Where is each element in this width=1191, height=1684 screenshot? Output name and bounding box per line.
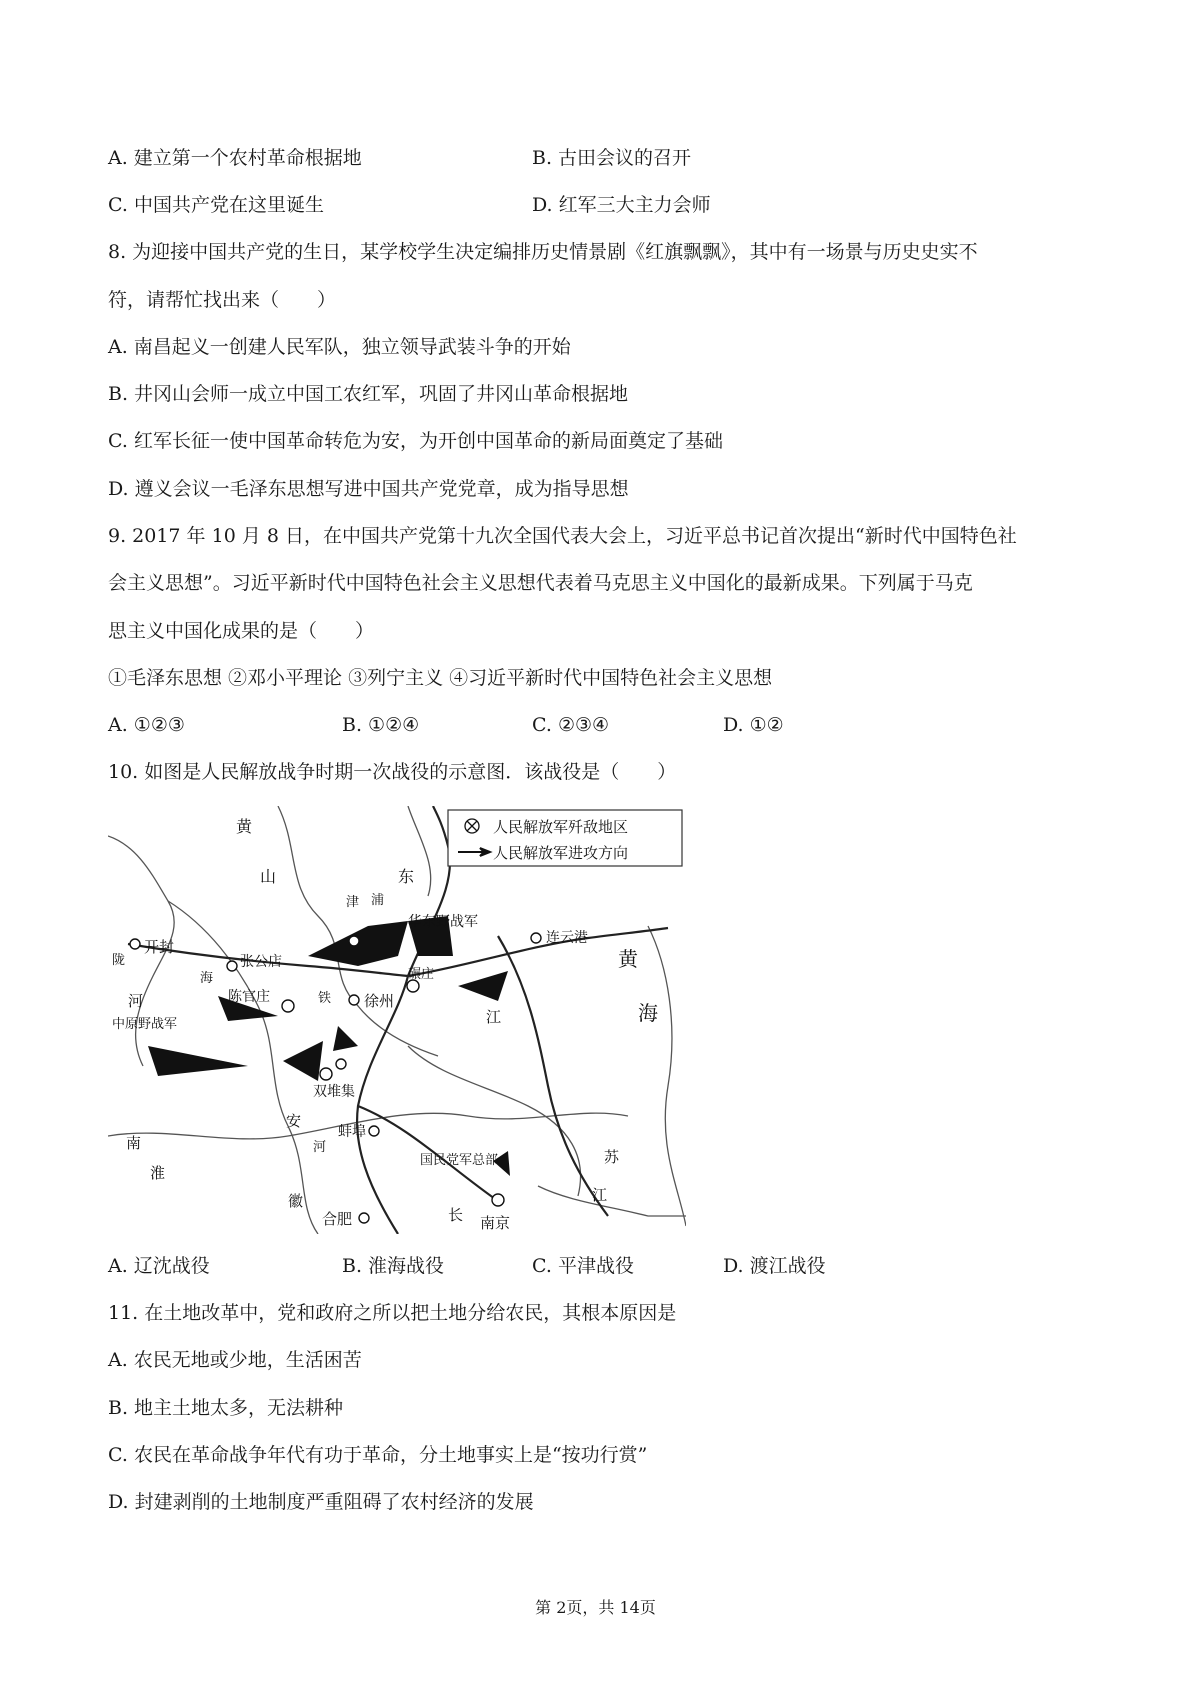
- label-dong: 东: [398, 867, 415, 886]
- city-hefei: [359, 1213, 369, 1223]
- label-jiang-mid: 江: [486, 1008, 502, 1026]
- label-tie: 铁: [318, 991, 332, 1006]
- city-kaifeng: [130, 939, 140, 949]
- q11-option-d: D. 封建剥削的土地制度严重阻碍了农村经济的发展: [108, 1491, 534, 1513]
- q10-option-d: D. 渡江战役: [723, 1255, 826, 1277]
- q8-option-c: C. 红军长征一使中国革命转危为安，为开创中国革命的新局面奠定了基础: [108, 430, 723, 452]
- page-footer: 第 2页，共 14页: [535, 1598, 656, 1617]
- map-legend: [448, 810, 682, 866]
- city-nanjing: [492, 1194, 504, 1206]
- q9-stem-line2: 会主义思想”。习近平新时代中国特色社会主义思想代表着马克思主义中国化的最新成果。下列属于马克: [108, 572, 973, 594]
- q9-option-c: C. ②③④: [532, 714, 610, 736]
- label-hai-rail: 海: [200, 971, 214, 986]
- q9-stem-line1: 9. 2017 年 10 月 8 日，在中国共产党第十九次全国代表大会上，习近平总书记首次提出“新时代中国特色社: [108, 525, 1017, 547]
- legend-attack-label: 人民解放军进攻方向: [493, 844, 629, 862]
- label-huai: 淮: [150, 1164, 166, 1182]
- q9-option-d: D. ①②: [723, 714, 784, 736]
- label-shuangduiji: 双堆集: [313, 1084, 355, 1100]
- label-kaifeng: 开封: [144, 938, 175, 956]
- city-lianyungang: [531, 933, 541, 943]
- city-south: [336, 1059, 346, 1069]
- q9-option-b: B. ①②④: [342, 714, 420, 736]
- q10-option-a: A. 辽沈战役: [108, 1255, 210, 1277]
- q7-option-a: A. 建立第一个农村革命根据地: [108, 147, 362, 169]
- label-he2: 河: [313, 1140, 327, 1155]
- label-chang: 长: [448, 1206, 464, 1224]
- q8-option-a: A. 南昌起义一创建人民军队，独立领导武装斗争的开始: [108, 336, 571, 358]
- legend-encircle-label: 人民解放军歼敌地区: [493, 818, 629, 836]
- q7-option-d: D. 红军三大主力会师: [532, 194, 711, 216]
- label-jiang-river: 江: [592, 1186, 608, 1204]
- q8-stem-line1: 8. 为迎接中国共产党的生日，某学校学生决定编排历史情景剧《红旗飘飘》，其中有一场景与历史史实不: [108, 241, 978, 263]
- label-bengbu: 蚌埠: [338, 1124, 366, 1140]
- label-xuzhou: 徐州: [364, 992, 395, 1010]
- q9-items: ①毛泽东思想 ②邓小平理论 ③列宁主义 ④习近平新时代中国特色社会主义思想: [108, 667, 773, 689]
- label-chenguanzhuang: 陈官庄: [228, 989, 270, 1005]
- label-jin: 津: [346, 895, 360, 910]
- label-gmd-hq: 国民党军总部: [420, 1153, 499, 1168]
- label-huanghai-huang: 黄: [618, 947, 638, 971]
- q11-option-b: B. 地主土地太多，无法耕种: [108, 1397, 344, 1419]
- huaihai-battle-map: [108, 806, 686, 1234]
- map-background: [108, 806, 686, 1234]
- q10-stem: 10. 如图是人民解放战争时期一次战役的示意图．该战役是（ ）: [108, 761, 677, 783]
- city-northeast: [349, 936, 359, 946]
- label-an: 安: [286, 1112, 302, 1130]
- q11-option-a: A. 农民无地或少地，生活困苦: [108, 1349, 362, 1371]
- q10-option-b: B. 淮海战役: [342, 1255, 445, 1277]
- label-central-army: 中原野战军: [112, 1017, 178, 1032]
- label-hui: 徽: [288, 1192, 304, 1210]
- q7-option-b: B. 古田会议的召开: [532, 147, 692, 169]
- q8-option-d: D. 遵义会议一毛泽东思想写进中国共产党党章，成为指导思想: [108, 478, 629, 500]
- label-zhanggongdian: 张公店: [240, 954, 282, 970]
- label-pu: 浦: [371, 893, 385, 908]
- label-su: 苏: [604, 1148, 620, 1166]
- city-xuzhou: [349, 995, 359, 1005]
- q7-option-c: C. 中国共产党在这里诞生: [108, 194, 324, 216]
- q9-stem-line3: 思主义中国化成果的是（ ）: [108, 620, 375, 642]
- q10-option-c: C. 平津战役: [532, 1255, 634, 1277]
- city-bengbu: [369, 1126, 379, 1136]
- label-lianyungang: 连云港: [546, 930, 588, 946]
- q11-stem: 11. 在土地改革中，党和政府之所以把土地分给农民，其根本原因是: [108, 1302, 677, 1324]
- label-hefei: 合肥: [322, 1210, 353, 1228]
- label-shan: 山: [260, 867, 277, 886]
- q8-stem-line2: 符，请帮忙找出来（ ）: [108, 289, 337, 311]
- q8-option-b: B. 井冈山会师一成立中国工农红军，巩固了井冈山革命根据地: [108, 383, 629, 405]
- label-nianzhuang: 碾庄: [408, 967, 435, 982]
- label-nanjing: 南京: [480, 1214, 511, 1232]
- q11-option-c: C. 农民在革命战争年代有功于革命，分土地事实上是“按功行赏”: [108, 1444, 648, 1466]
- label-huang: 黄: [236, 817, 253, 836]
- city-zhanggongdian: [227, 961, 237, 971]
- label-nan: 南: [126, 1134, 142, 1152]
- label-long: 陇: [112, 953, 126, 968]
- q9-option-a: A. ①②③: [108, 714, 185, 736]
- label-east-army: 华东野战军: [408, 914, 478, 930]
- label-huanghai-hai: 海: [638, 1001, 658, 1025]
- label-he: 河: [128, 992, 144, 1010]
